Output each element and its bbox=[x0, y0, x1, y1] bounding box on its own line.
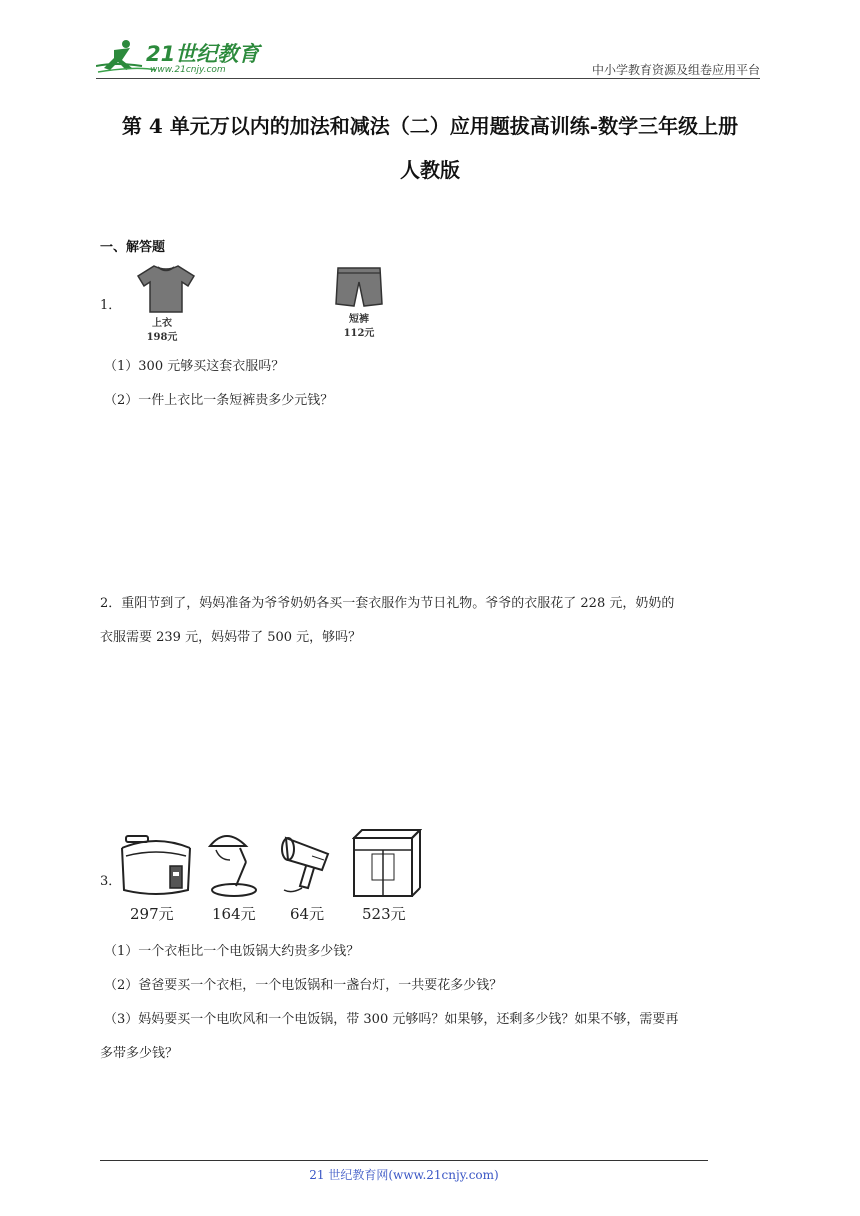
shorts-icon bbox=[334, 264, 384, 310]
q1-item1-name: 上衣 bbox=[152, 318, 172, 329]
section-heading: 一、解答题 bbox=[100, 240, 166, 255]
footer-text[interactable]: 21 世纪教育网(www.21cnjy.com) bbox=[309, 1168, 499, 1182]
page-title-line2: 人教版 bbox=[400, 158, 460, 182]
footer-divider bbox=[100, 1160, 708, 1161]
q1-sub1: （1）300 元够买这套衣服吗？ bbox=[104, 359, 285, 374]
q3-item4-price: 523元 bbox=[362, 905, 406, 923]
header-platform-text: 中小学教育资源及组卷应用平台 bbox=[591, 63, 760, 77]
q2-line2: 衣服需要 239 元，妈妈带了 500 元，够吗？ bbox=[100, 630, 362, 645]
rice-cooker-icon bbox=[118, 828, 194, 900]
q3-sub3-line1: （3）妈妈要买一个电吹风和一个电饭锅，带 300 元够吗？如果够，还剩多少钱？如果不够，需要再 bbox=[104, 1012, 679, 1027]
hair-dryer-icon bbox=[276, 830, 340, 900]
q1-sub2: （2）一件上衣比一条短裤贵多少元钱？ bbox=[104, 393, 334, 408]
q3-item3-price: 64元 bbox=[290, 905, 325, 923]
q3-number: 3． bbox=[100, 874, 122, 889]
desk-lamp-icon bbox=[206, 830, 262, 900]
q1-item2-name: 短裤 bbox=[349, 314, 369, 325]
q1-number: 1． bbox=[100, 298, 122, 313]
wardrobe-icon bbox=[352, 828, 422, 900]
logo-text: 21世纪教育 bbox=[146, 42, 260, 66]
q1-item1-price: 198元 bbox=[146, 332, 178, 343]
q1-item2-price: 112元 bbox=[343, 328, 375, 339]
q3-item1-price: 297元 bbox=[130, 905, 174, 923]
q3-sub1: （1）一个衣柜比一个电饭锅大约贵多少钱？ bbox=[104, 944, 360, 959]
q3-sub2: （2）爸爸要买一个衣柜，一个电饭锅和一盏台灯，一共要花多少钱？ bbox=[104, 978, 503, 993]
q3-item2-price: 164元 bbox=[212, 905, 256, 923]
logo-url: www.21cnjy.com bbox=[150, 65, 226, 75]
q3-sub3-line2: 多带多少钱？ bbox=[100, 1046, 179, 1061]
q2-line1: 2．重阳节到了，妈妈准备为爷爷奶奶各买一套衣服作为节日礼物。爷爷的衣服花了 228 元，奶奶的 bbox=[100, 596, 675, 611]
page-title-line1: 第 4 单元万以内的加法和减法（二）应用题拔高训练-数学三年级上册 bbox=[121, 114, 739, 138]
header-divider bbox=[96, 78, 760, 79]
tshirt-icon bbox=[136, 262, 196, 314]
